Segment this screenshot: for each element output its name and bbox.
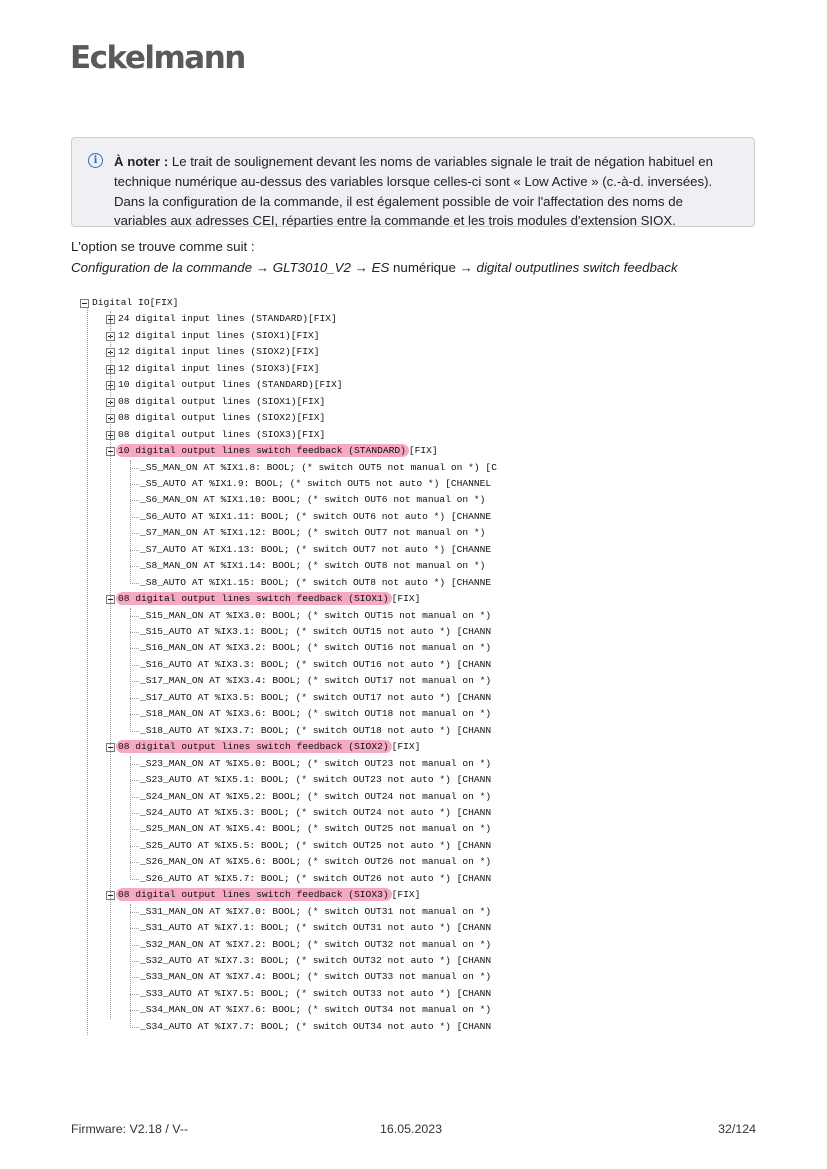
tree-connector	[130, 862, 139, 863]
tree-guide-line	[130, 756, 131, 880]
footer-page-number: 32/124	[718, 1122, 756, 1136]
tree-connector	[130, 731, 139, 732]
tree-connector	[130, 961, 139, 962]
tree-connector	[130, 698, 139, 699]
tree-connector	[130, 583, 139, 584]
tree-node-group[interactable]	[118, 591, 420, 607]
tree-guide-line	[130, 904, 131, 1028]
tree-connector	[130, 517, 139, 518]
tree-guide-line	[110, 311, 111, 1018]
tree-connector	[130, 1027, 139, 1028]
tree-leaf-variable: _S32_AUTO AT %IX7.3: BOOL; (* switch OUT32 not auto *) [CHANN	[140, 955, 492, 966]
tree-connector	[130, 533, 139, 534]
tree-connector	[130, 912, 139, 913]
tree-node-collapsed: 08 digital output lines (SIOX3)[FIX]	[118, 428, 326, 440]
tree-connector	[130, 500, 139, 501]
footer-date: 16.05.2023	[380, 1122, 443, 1136]
group-suffix: [FIX]	[391, 593, 421, 605]
tree-leaf-variable: _S31_MAN_ON AT %IX7.0: BOOL; (* switch OUT31 not manual on *)	[140, 905, 492, 917]
highlighted-group-label: 08 digital output lines switch feedback (SIOX2)	[116, 740, 392, 753]
highlighted-group-label: 08 digital output lines switch feedback (SIOX3)	[116, 888, 392, 901]
tree-leaf-variable: _S8_AUTO AT %IX1.15: BOOL; (* switch OUT8 not auto *) [CHANNE	[140, 576, 492, 588]
tree-connector	[130, 829, 139, 830]
tree-node-group[interactable]	[118, 443, 438, 459]
tree-connector	[130, 484, 139, 485]
config-path	[71, 260, 678, 275]
tree-connector	[130, 468, 139, 469]
tree-connector	[130, 566, 139, 567]
tree-leaf-variable: _S7_MAN_ON AT %IX1.12: BOOL; (* switch OUT7 not manual on *)	[140, 527, 486, 539]
tree-connector	[130, 879, 139, 880]
tree-leaf-variable: _S34_MAN_ON AT %IX7.6: BOOL; (* switch OUT34 not manual on *)	[140, 1004, 492, 1016]
config-tree-view	[80, 295, 546, 1043]
tree-node-collapsed: 12 digital input lines (SIOX2)[FIX]	[118, 346, 320, 358]
note-box	[71, 137, 755, 227]
tree-node-collapsed: 12 digital input lines (SIOX1)[FIX]	[118, 329, 320, 341]
tree-leaf-variable: _S25_MAN_ON AT %IX5.4: BOOL; (* switch OUT25 not manual on *)	[140, 823, 492, 835]
path-part-2: numérique →	[389, 260, 477, 275]
tree-leaf-variable: _S8_MAN_ON AT %IX1.14: BOOL; (* switch OUT8 not manual on *)	[140, 560, 486, 572]
tree-connector	[130, 813, 139, 814]
tree-leaf-variable: _S23_AUTO AT %IX5.1: BOOL; (* switch OUT23 not auto *) [CHANN	[140, 774, 492, 786]
note-text: Le trait de soulignement devant les noms de variables signale le trait de négation habituel en technique numérique au-dessus des variables lorsque celles-ci sont « Low Active » (c.-à-d. inversées). Dans la configuration de la commande, il est également possible de voir l'affectation des noms de variables aux adresses CEI, réparties entre la commande et les trois modules d'extension SIOX.	[114, 154, 713, 229]
tree-leaf-variable: _S6_MAN_ON AT %IX1.10: BOOL; (* switch OUT6 not manual on *)	[140, 494, 486, 506]
tree-node-group[interactable]	[118, 887, 420, 903]
tree-connector	[130, 846, 139, 847]
company-logo: Eckelmann	[70, 40, 245, 76]
tree-connector	[130, 616, 139, 617]
path-part-1: Configuration de la commande → GLT3010_V2 → ES	[71, 260, 390, 275]
tree-leaf-variable: _S26_MAN_ON AT %IX5.6: BOOL; (* switch OUT26 not manual on *)	[140, 856, 492, 868]
tree-connector	[130, 797, 139, 798]
tree-connector	[130, 780, 139, 781]
tree-leaf-variable: _S34_AUTO AT %IX7.7: BOOL; (* switch OUT34 not auto *) [CHANN	[140, 1020, 492, 1032]
tree-leaf-variable: _S17_AUTO AT %IX3.5: BOOL; (* switch OUT17 not auto *) [CHANN	[140, 691, 492, 703]
highlighted-group-label: 08 digital output lines switch feedback (SIOX1)	[116, 592, 392, 605]
tree-leaf-variable: _S17_MAN_ON AT %IX3.4: BOOL; (* switch OUT17 not manual on *)	[140, 675, 492, 687]
tree-connector	[130, 550, 139, 551]
tree-leaf-variable: _S16_AUTO AT %IX3.3: BOOL; (* switch OUT16 not auto *) [CHANN	[140, 658, 492, 670]
tree-guide-line	[130, 608, 131, 732]
group-suffix: [FIX]	[408, 445, 438, 457]
tree-node-root: Digital IO[FIX]	[92, 297, 179, 308]
tree-connector	[130, 665, 139, 666]
tree-leaf-variable: _S33_MAN_ON AT %IX7.4: BOOL; (* switch OUT33 not manual on *)	[140, 971, 492, 983]
tree-node-group[interactable]	[118, 739, 420, 755]
tree-leaf-variable: _S6_AUTO AT %IX1.11: BOOL; (* switch OUT6 not auto *) [CHANNE	[140, 510, 492, 522]
tree-leaf-variable: _S23_MAN_ON AT %IX5.0: BOOL; (* switch OUT23 not manual on *)	[140, 757, 492, 769]
info-icon: i	[88, 153, 103, 168]
tree-leaf-variable: _S33_AUTO AT %IX7.5: BOOL; (* switch OUT33 not auto *) [CHANN	[140, 987, 492, 999]
tree-guide-line	[87, 307, 88, 1035]
tree-leaf-variable: _S24_AUTO AT %IX5.3: BOOL; (* switch OUT24 not auto *) [CHANN	[140, 806, 492, 818]
tree-node-collapsed: 08 digital output lines (SIOX2)[FIX]	[118, 412, 326, 424]
tree-leaf-variable: _S5_MAN_ON AT %IX1.8: BOOL; (* switch OUT5 not manual on *) [C	[140, 461, 497, 473]
tree-leaf-variable: _S16_MAN_ON AT %IX3.2: BOOL; (* switch OUT16 not manual on *)	[140, 642, 492, 654]
tree-connector	[130, 681, 139, 682]
tree-leaf-variable: _S25_AUTO AT %IX5.5: BOOL; (* switch OUT25 not auto *) [CHANN	[140, 839, 492, 851]
tree-leaf-variable: _S15_MAN_ON AT %IX3.0: BOOL; (* switch OUT15 not manual on *)	[140, 609, 492, 621]
path-part-3: digital outputlines switch feedback	[476, 260, 678, 275]
tree-leaf-variable: _S32_MAN_ON AT %IX7.2: BOOL; (* switch OUT32 not manual on *)	[140, 938, 492, 950]
tree-leaf-variable: _S24_MAN_ON AT %IX5.2: BOOL; (* switch OUT24 not manual on *)	[140, 790, 492, 802]
tree-connector	[130, 1010, 139, 1011]
tree-connector	[130, 764, 139, 765]
tree-connector	[130, 632, 139, 633]
intro-text: L'option se trouve comme suit :	[71, 239, 255, 254]
footer-firmware: Firmware: V2.18 / V--	[71, 1122, 189, 1136]
tree-connector	[130, 977, 139, 978]
tree-connector	[130, 648, 139, 649]
tree-leaf-variable: _S5_AUTO AT %IX1.9: BOOL; (* switch OUT5 not auto *) [CHANNEL	[140, 477, 492, 489]
tree-connector	[130, 994, 139, 995]
tree-connector	[130, 714, 139, 715]
tree-leaf-variable: _S18_MAN_ON AT %IX3.6: BOOL; (* switch OUT18 not manual on *)	[140, 708, 492, 720]
tree-connector	[130, 928, 139, 929]
tree-leaf-variable: _S31_AUTO AT %IX7.1: BOOL; (* switch OUT31 not auto *) [CHANN	[140, 922, 492, 934]
tree-node-collapsed: 24 digital input lines (STANDARD)[FIX]	[118, 313, 337, 325]
tree-node-collapsed: 08 digital output lines (SIOX1)[FIX]	[118, 395, 326, 407]
group-suffix: [FIX]	[391, 741, 421, 753]
tree-guide-line	[130, 460, 131, 584]
tree-leaf-variable: _S26_AUTO AT %IX5.7: BOOL; (* switch OUT26 not auto *) [CHANN	[140, 872, 492, 884]
tree-leaf-variable: _S7_AUTO AT %IX1.13: BOOL; (* switch OUT7 not auto *) [CHANNE	[140, 543, 492, 555]
tree-node-collapsed: 12 digital input lines (SIOX3)[FIX]	[118, 362, 320, 374]
note-label: À noter :	[114, 154, 169, 169]
tree-connector	[130, 945, 139, 946]
tree-leaf-variable: _S18_AUTO AT %IX3.7: BOOL; (* switch OUT18 not auto *) [CHANN	[140, 724, 492, 736]
group-suffix: [FIX]	[391, 889, 421, 901]
highlighted-group-label: 10 digital output lines switch feedback (STANDARD)	[116, 444, 409, 457]
tree-node-collapsed: 10 digital output lines (STANDARD)[FIX]	[118, 379, 343, 391]
tree-leaf-variable: _S15_AUTO AT %IX3.1: BOOL; (* switch OUT15 not auto *) [CHANN	[140, 626, 492, 637]
